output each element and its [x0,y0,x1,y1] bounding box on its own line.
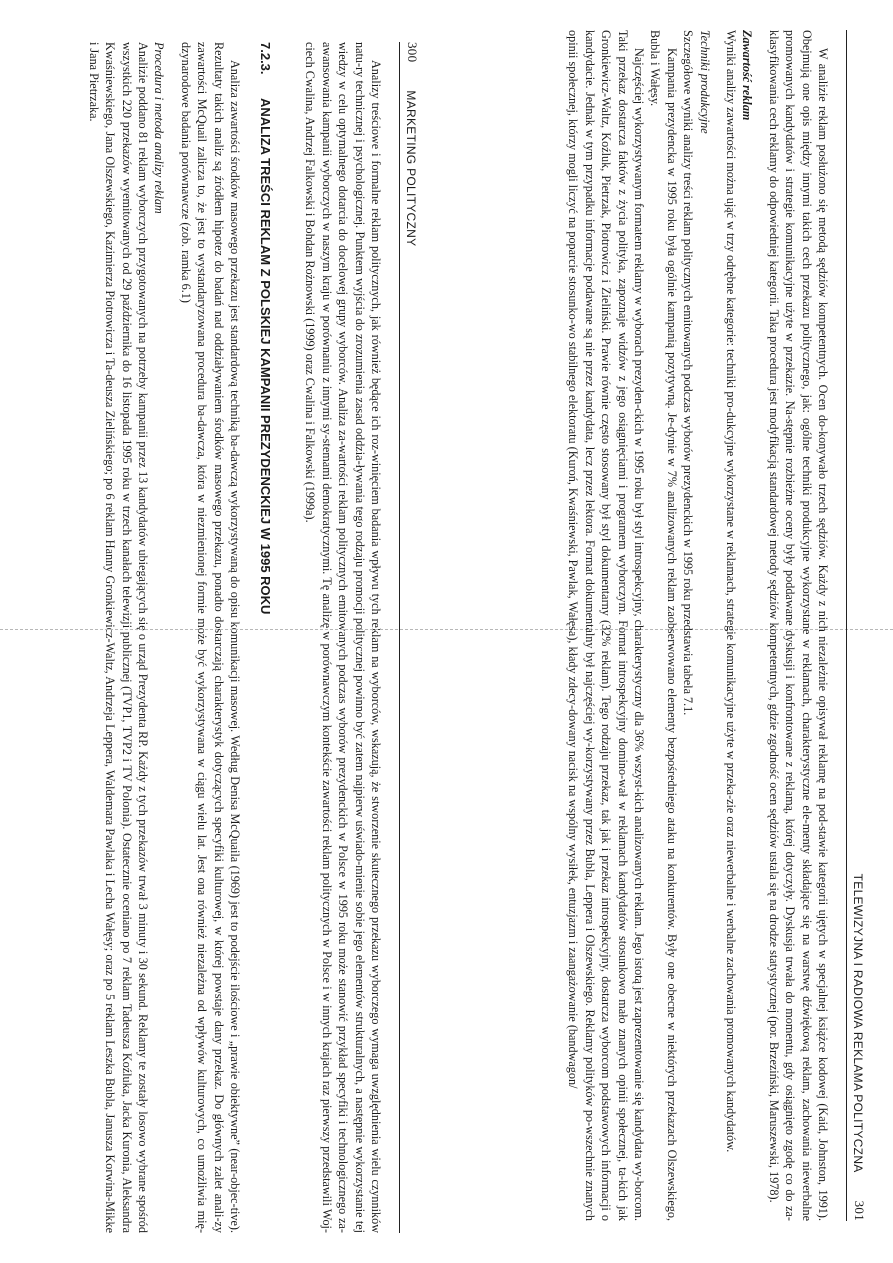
format-paragraph: Najczęściej wykorzystywanym formatem reklamy w wyborach prezyden-ckich w 1995 roku był styl introspekcyjny, charakterystyczny dla 36% wszyst-kich analizowanych reklam. Jego istotą jest zaprezentowanie się kandydata wy-borcom. Taki przekaz dostarcza faktów z życia polityka, zapoznaje widzów z jego osiągnięciami i programem wyborczym. Format introspekcyjny domino-wał w reklamach kandydatów stosunkowo mało znanych opinii społecznej, ta-kich jak Gronkiewicz-Waltz, Koźluk, Pietrzak, Piotrowicz i Zieliński. Prawie równie często stosowany był styl dokumentarny (32% reklam). Tego rodzaju przekaz, tak jak i przekaz introspekcyjny, dostarcza wyborcom podstawowych informacji o kandydacie. Jednak w tym przypadku informacje podawane są nie przez kandydata, lecz przez lektora. Format dokumentalny był najczęściej wy-korzystywany przez Bubla, Leppera i Olszewskiego. Reklamy polityków po-wszechnie znanych opinii społecznej, którzy mogli liczyć na poparcie stosunko-wo stabilnego elektoratu (Kuroń, Kwaśniewski, Pawlak, Wałęsa), kłady zdecy-dowany nacisk na wspólny wysiłek, entuzjazm i zaangażowanie (bandwagon/ [566,30,646,1221]
content-paragraph: Wyniki analizy zawartości można ująć w trzy odrębne kategorie: techniki pro-dukcyjne wykorzystane w reklamach, strategie komunikacyjne użyte w przeka-zie oraz niewerbalne i werbalne zachowania promowanych kandydatów. [723,30,738,1153]
running-head-right [846,30,881,1221]
production-paragraph: Szczegółowe wyniki analizy treści reklam politycznych emitowanych podczas wyborów prezydenckich w 1995 roku przedstawia tabela 7.1. [681,30,696,716]
page-number-right: 301 [852,1200,867,1221]
content-subheading: Zawartość reklam [740,30,755,121]
right-page [447,0,893,1263]
section-heading [257,42,274,1233]
procedure-subheading: Procedura i metoda analizy reklam [152,42,167,214]
right-page-body [447,30,831,1221]
campaign-paragraph: Kampania prezydencka w 1995 roku była ogólnie kampanią pozytywną. Je-dynie w 7% analizowanych reklam zaobserwowano elementy bezpośredniego ataku na konkurentów. Były one obecne w niektórych przekazach Olszewskiego, Bubla i Wałęsy. [648,30,679,1221]
running-head-title-left: MARKETING POLITYCZNY [404,90,418,247]
left-page-body [0,42,384,1233]
section-number: 7.2.3. [257,42,273,75]
section-paragraph: Analiza zawartości środków masowego przekazu jest standardową techniką ba-dawczą wykorzystywaną do opisu komunikacji masowej. Według Denisa McQuaila (1969) jest to podejście ilościowe i „prawie obiektywne” (near-objec-tive). Rezultaty takich analiz są źródłem hipotez do badań nad oddziaływaniem środków masowego przekazu, ponadto dostarczają charakterystyk dotyczących specyfiki kulturowej, w której powstaje dany przekaz. Do głównych zalet anali-zy zawartości McQuail zalicza to, że jest to wystandaryzowana procedura ba-dawcza, która w niezmienionej formie może być wykorzystywana w ciągu wielu lat. Jest ona również niezależna od wpływów kulturowych, co umożliwia mię-dzynarodowe badania porównawcze (zob. ramka 6.1) [178,42,242,1233]
procedure-paragraph: Analizie poddano 81 reklam wyborczych przygotowanych na potrzeby kampanii przez 13 kandydatów ubiegających się o urząd Prezydenta RP. Każdy z tych przekazów trwał 3 minuty i 30 sekund. Reklamy te zostały losowo wybrane spośród wszystkich 220 przekazów wyemitowanych od 29 października do 16 listopada 1995 roku w trzech kanałach telewizji publicznej (TVP1, TVP2 i TV Polonia). Ostatecznie oceniano po 7 reklam Tadeusza Koźluka, Jacka Kuronia, Aleksandra Kwaśniewskiego, Jana Olszewskiego, Kazimierza Piotrowicza i Ta-deusza Zielińskiego; po 6 reklam Hanny Gronkiewicz-Waltz, Andrzeja Leppera, Waldemara Pawlaka i Lecha Wałęsy; oraz po 5 reklam Leszka Bubla, Janusza Korwina-Mikke i Jana Pietrzaka. [86,42,150,1233]
running-head-title-right: TELEWIZYJNA I RADIOWA REKLAMA POLITYCZNA [851,873,865,1173]
method-paragraph: W analizie reklam posłużono się metodą sędziów kompetentnych. Ocen do-konywało trzech sędziów. Każdy z nich niezależnie opisywał reklamę na pod-stawie kategorii ujętych w specjalnej książce kodowej (Kaid, Johnston, 1991). Obejmują one opis między innymi takich cech przekazu politycznego, jak: ogólne techniki produkcyjne wykorzystane w reklamach, charakterystyczne ele-menty składające się na warstwę dźwiękową reklam, zachowania niewerbalne promowanych kandydatów i strategie komunikacyjne użyte w przekazie. Na-stępnie rozbieżne oceny były poddawane dyskusji i konfrontowane z reklamą, której dotyczyły. Dyskusja trwała do momentu, gdy osiągnięto zgodę co do za-klasyfikowania cech reklamy do odpowiedniej kategorii. Taka procedura jest modyfikacją standardowej metody sędziów kompetentnych, gdzie zgodność ocen sędziów ustala się na drodze statystycznej (por. Brzeziński, Maruszewski, 1978). [766,30,830,1221]
section-title: ANALIZA TREŚCI REKLAM Z POLSKIEJ KAMPANII PREZYDENCKIEJ W 1995 ROKU [257,98,273,615]
running-head-left [399,42,434,1233]
production-subheading: Techniki produkcyjne [697,30,712,134]
page-number-left: 300 [405,42,420,63]
intro-paragraph: Analizy treściowe i formalne reklam politycznych, jak również będące ich roz-winięciem badania wpływu tych reklam na wyborców, wskazują, że stworzenie skutecznego przekazu wyborczego wymaga uwzględnienia wielu czynników natu-ry technicznej i psychologicznej. Punktem wyjścia do zrozumienia zasad oddzia-ływania tego rodzaju promocji politycznej powinno być zatem najpierw uświado-mienie sobie jego elementów strukturalnych, a następnie wykorzystanie tej wiedzy w celu optymalnego dotarcia do docelowej grupy wyborców. Analiza za-wartości reklam politycznych emitowanych podczas wyborów prezydenckich w Polsce w 1995 roku może stanowić przykład specyfiki i technologicznego za-awansowania kampanii wyborczych w naszym kraju w porównaniu z innymi sy-stemami demokratycznymi. Tę analizę w porównawczym kontekście zawartości reklam politycznych w Polsce i w innych krajach raz pierwszy przedstawili Woj-ciech Cwalina, Andrzej Falkowski i Bohdan Rożnowski (1999) oraz Cwalina i Falkowski (1999a). [303,42,383,1233]
